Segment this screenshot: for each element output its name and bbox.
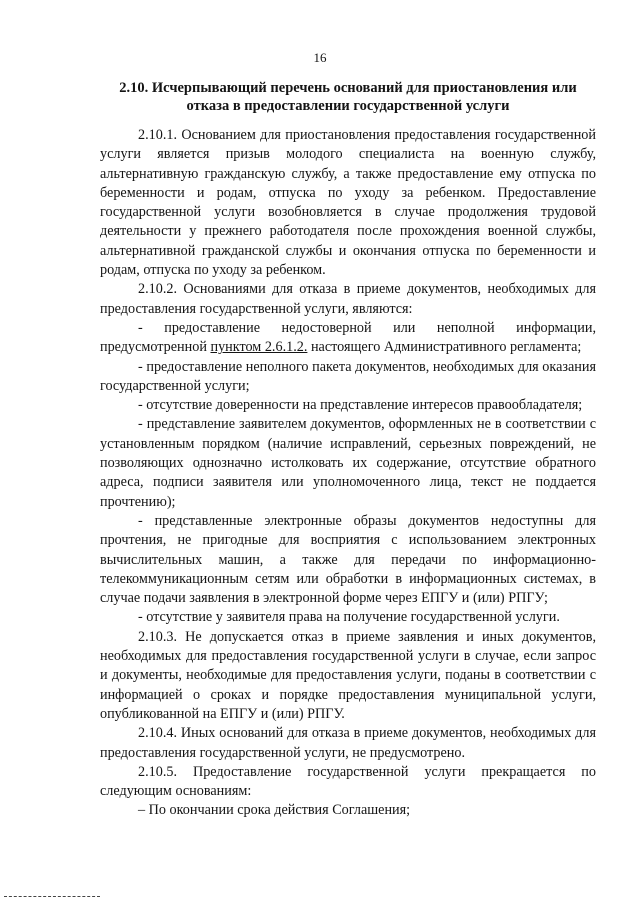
list-item-unreadable-electronic: - представленные электронные образы документов недоступны для прочтения, не пригодные для восприятия с использованием электронных вычислительных машин, а также для передачи по информационно-телекоммуникационным сетям или обработки в информационных системах, в случае подачи заявления в электронной форме через ЕПГУ и (или) РПГУ; <box>100 512 596 607</box>
paragraph-2-10-5: 2.10.5. Предоставление государственной услуги прекращается по следующим основаниям: <box>100 763 596 800</box>
clause-reference-link[interactable]: пунктом 2.6.1.2. <box>210 339 308 356</box>
heading-line-1: 2.10. Исчерпывающий перечень оснований для приостановления или <box>119 80 577 96</box>
list-item-unreliable-info <box>100 319 596 358</box>
page-number: 16 <box>313 50 327 65</box>
heading-line-2: отказа в предоставлении государственной услуги <box>186 98 510 114</box>
list-item-improper-documents: - представление заявителем документов, оформленных не в соответствии с установленным порядком (наличие исправлений, серьезных повреждений, не позволяющих однозначно истолковать их содержание, отсутствие обратного адреса, подписи заявителя или уполномоченного лица, текст не поддается прочтению); <box>100 416 596 510</box>
list-item-incomplete-package: - предоставление неполного пакета документов, необходимых для оказания государственной услуги; <box>100 358 596 394</box>
list-item-no-right: - отсутствие у заявителя права на получение государственной услуги. <box>138 609 560 626</box>
list-item-text: настоящего Административного регламента; <box>307 339 582 356</box>
section-heading <box>100 79 596 115</box>
list-item-no-power-of-attorney: - отсутствие доверенности на представление интересов правообладателя; <box>138 397 583 414</box>
paragraph-2-10-1: 2.10.1. Основанием для приостановления предоставления государственной услуги является призыв молодого специалиста на военную службу, альтернативную гражданскую службу, а также предоставление ему отпуска по беременности и родам, отпуска по уходу за ребенком. Предоставление государственной услуги возобновляется в случае продолжения трудовой деятельности у прежнего работодателя после прохождения военной службы, альтернативной гражданской службы и окончания отпуска по беременности и родам, отпуска по уходу за ребенком. <box>100 127 596 279</box>
paragraph-2-10-2: 2.10.2. Основаниями для отказа в приеме документов, необходимых для предоставления государственной услуги, являются: <box>100 281 596 317</box>
footer-mark <box>4 896 100 897</box>
paragraph-2-10-4: 2.10.4. Иных оснований для отказа в приеме документов, необходимых для предоставления государственной услуги, не предусмотрено. <box>100 725 596 761</box>
document-body <box>100 126 596 821</box>
list-item-text: - предоставление недостоверной или неполной информации, предусмотренной <box>100 319 596 356</box>
paragraph-2-10-3: 2.10.3. Не допускается отказ в приеме заявления и иных документов, необходимых для предоставления государственной услуги в случае, если запрос и документы, необходимые для предоставления услуги, поданы в соответствии с информацией о сроках и порядке предоставления муниципальной услуги, опубликованной на ЕПГУ и (или) РПГУ. <box>100 628 596 722</box>
list-item-agreement-expiry: – По окончании срока действия Соглашения; <box>138 802 411 819</box>
